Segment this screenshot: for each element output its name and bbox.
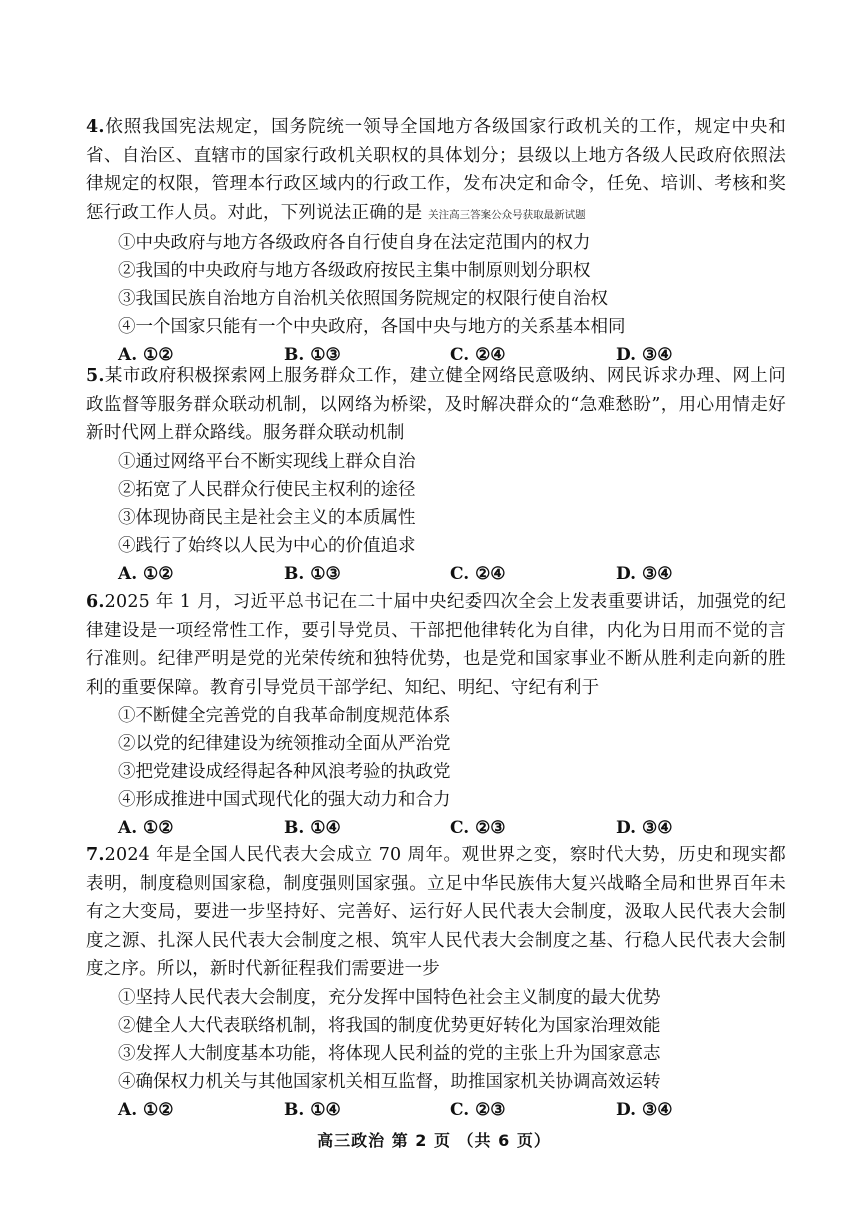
choice-d: D. ③④ <box>616 1099 673 1120</box>
question-number: 7. <box>86 845 105 865</box>
option-4: ④践行了始终以人民为中心的价值追求 <box>118 535 416 556</box>
choice-c: C. ②④ <box>450 345 506 365</box>
choice-d: D. ③④ <box>616 345 673 365</box>
option-3: ③把党建设成经得起各种风浪考验的执政党 <box>118 762 451 782</box>
choice-b: B. ①④ <box>284 818 341 838</box>
choice-b: B. ①③ <box>284 563 341 584</box>
question-number: 6. <box>86 592 105 612</box>
choice-a: A. ①② <box>118 345 174 365</box>
watermark-text: 关注高三答案公众号获取最新试题 <box>428 208 586 221</box>
question-text: 2025 年 1 月，习近平总书记在二十届中央纪委四次全会上发表重要讲话，加强党的纪律建设是一项经常性工作，要引导党员、干部把他律转化为自律，内化为日用而不觉的言行准则。纪律严明是党的光荣传统和独特优势，也是党和国家事业不断从胜利走向新的胜利的重要保障。教育引导党员干部学纪、知纪、明纪、守纪有利于 <box>86 592 786 698</box>
option-1: ①中央政府与地方各级政府各自行使自身在法定范围内的权力 <box>118 233 591 253</box>
choice-c: C. ②④ <box>450 563 506 584</box>
question-4 <box>86 113 786 369</box>
choice-b: B. ①③ <box>284 345 341 365</box>
option-3: ③我国民族自治地方自治机关依照国务院规定的权限行使自治权 <box>118 289 608 309</box>
question-text: 2024 年是全国人民代表大会成立 70 周年。观世界之变，察时代大势，历史和现实都表明，制度稳则国家稳，制度强则国家强。立足中华民族伟大复兴战略全局和世界百年未有之大变局，要进一步坚持好、完善好、运行好人民代表大会制度，汲取人民代表大会制度之源、扎深人民代表大会制度之根、筑牢人民代表大会制度之基、行稳人民代表大会制度之序。所以，新时代新征程我们需要进一步 <box>86 845 786 979</box>
option-1: ①不断健全完善党的自我革命制度规范体系 <box>118 706 451 726</box>
option-2: ②我国的中央政府与地方各级政府按民主集中制原则划分职权 <box>118 261 591 281</box>
question-number: 4. <box>86 117 105 137</box>
choice-d: D. ③④ <box>616 563 673 584</box>
option-1: ①通过网络平台不断实现线上群众自治 <box>118 451 416 472</box>
option-2: ②以党的纪律建设为统领推动全面从严治党 <box>118 734 451 754</box>
answer-choices <box>118 560 786 588</box>
question-number: 5. <box>86 366 105 386</box>
page-footer: 高三政治 第 2 页 （共 6 页） <box>317 1131 551 1150</box>
option-2: ②健全人大代表联络机制，将我国的制度优势更好转化为国家治理效能 <box>118 1015 661 1036</box>
option-3: ③发挥人大制度基本功能，将体现人民利益的党的主张上升为国家意志 <box>118 1043 661 1064</box>
question-stem <box>86 113 786 229</box>
choice-a: A. ①② <box>118 818 174 838</box>
option-4: ④形成推进中国式现代化的强大动力和合力 <box>118 790 451 810</box>
answer-choices <box>118 1096 786 1124</box>
choice-a: A. ①② <box>118 1099 174 1120</box>
option-4: ④确保权力机关与其他国家机关相互监督，助推国家机关协调高效运转 <box>118 1071 661 1092</box>
answer-choices <box>118 814 786 842</box>
question-7 <box>86 841 786 1124</box>
option-3: ③体现协商民主是社会主义的本质属性 <box>118 507 416 528</box>
question-6 <box>86 588 786 842</box>
choice-b: B. ①④ <box>284 1099 341 1120</box>
choice-a: A. ①② <box>118 563 174 584</box>
option-1: ①坚持人民代表大会制度，充分发挥中国特色社会主义制度的最大优势 <box>118 987 661 1008</box>
choice-c: C. ②③ <box>450 818 506 838</box>
question-stem <box>86 841 786 984</box>
question-stem <box>86 588 786 702</box>
question-stem <box>86 362 786 448</box>
option-2: ②拓宽了人民群众行使民主权利的途径 <box>118 479 416 500</box>
question-text: 依照我国宪法规定，国务院统一领导全国地方各级国家行政机关的工作，规定中央和省、自治区、直辖市的国家行政机关职权的具体划分；县级以上地方各级人民政府依照法律规定的权限，管理本行政区域内的行政工作，发布决定和命令，任免、培训、考核和奖惩行政工作人员。对此，下列说法正确的是 <box>86 117 786 223</box>
question-5 <box>86 362 786 588</box>
choice-c: C. ②③ <box>450 1099 506 1120</box>
question-text: 某市政府积极探索网上服务群众工作，建立健全网络民意吸纳、网民诉求办理、网上问政监督等服务群众联动机制，以网络为桥梁，及时解决群众的“急难愁盼”，用心用情走好新时代网上群众路线。服务群众联动机制 <box>86 366 786 443</box>
choice-d: D. ③④ <box>616 818 673 838</box>
option-4: ④一个国家只能有一个中央政府，各国中央与地方的关系基本相同 <box>118 317 626 337</box>
